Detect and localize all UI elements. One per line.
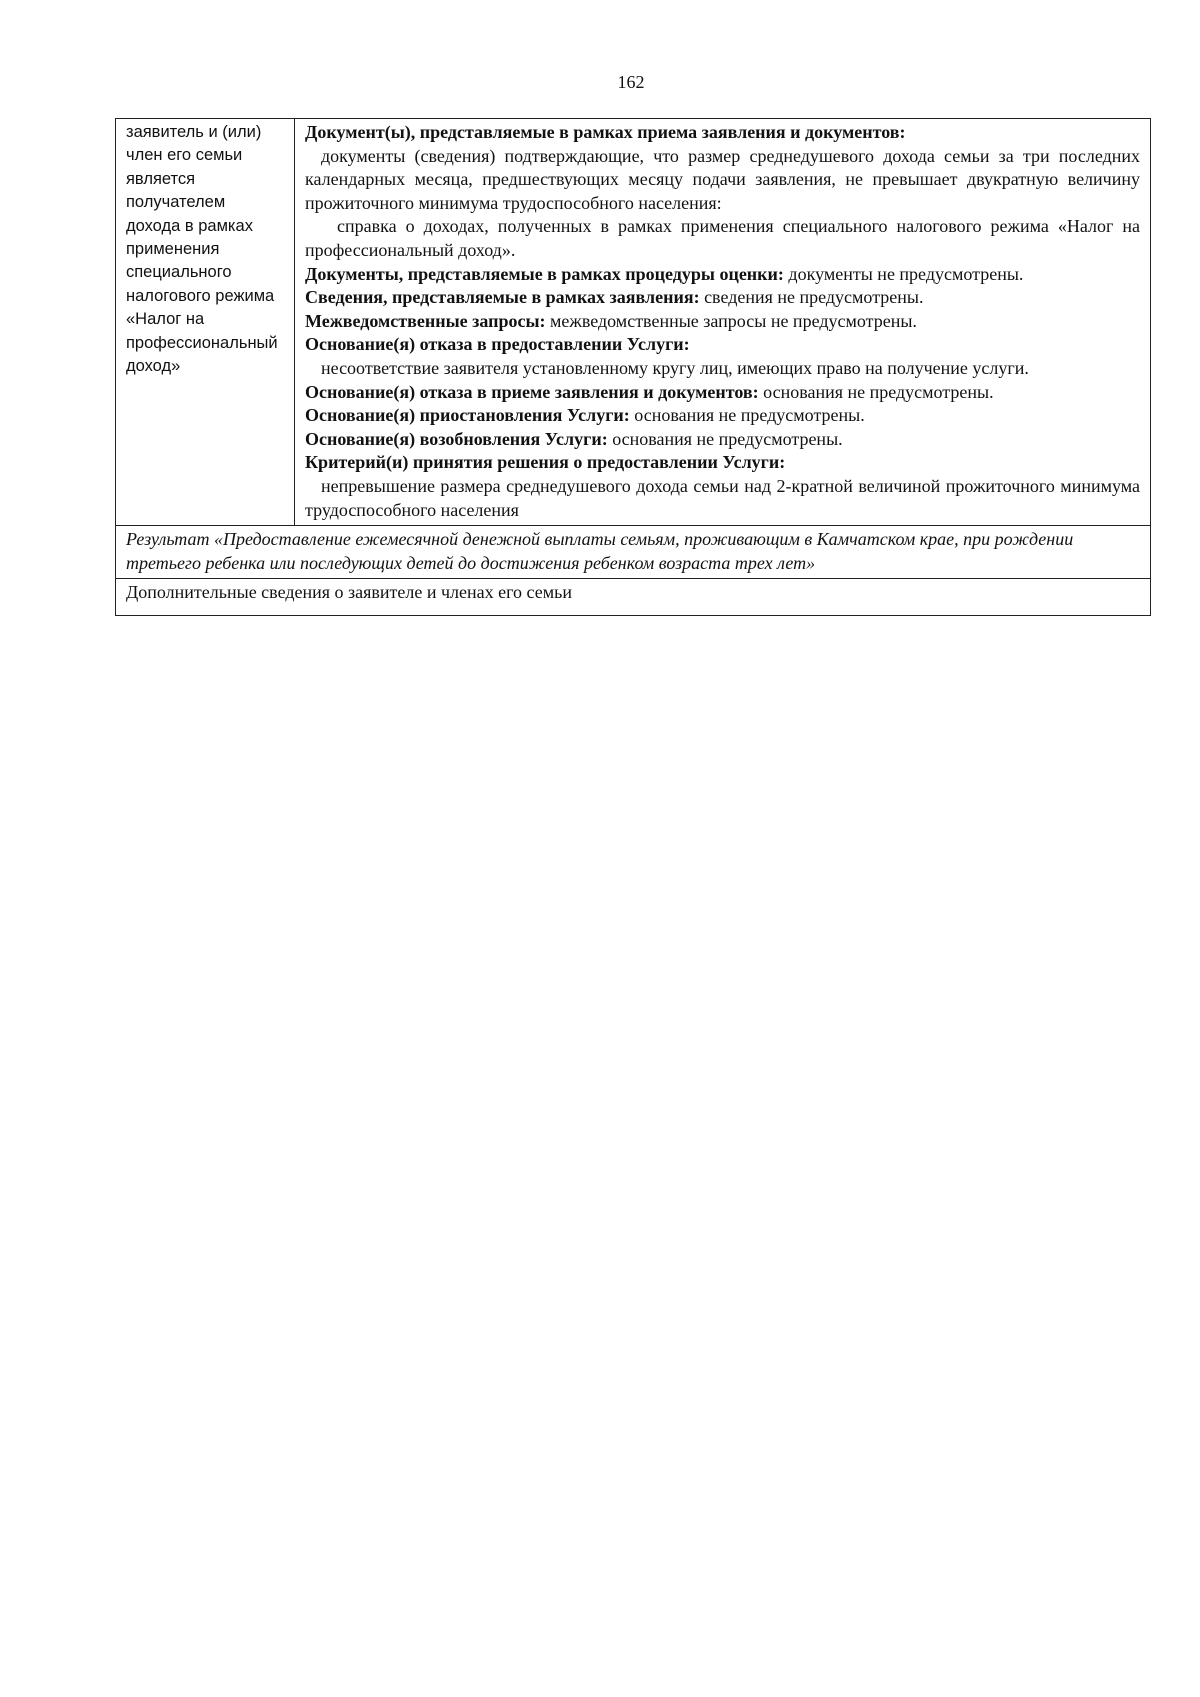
assessment-documents-line — [305, 263, 1140, 287]
refusal-acceptance-value: основания не предусмотрены. — [758, 381, 994, 402]
resumption-grounds-label: Основание(я) возобновления Услуги: — [305, 428, 608, 449]
table-row — [116, 579, 1151, 616]
suspension-grounds-line — [305, 404, 1140, 428]
additional-info-row: Дополнительные сведения о заявителе и членах его семьи — [116, 579, 1151, 616]
interagency-requests-label: Межведомственные запросы: — [305, 310, 546, 331]
refusal-grounds-paragraph: несоответствие заявителя установленному кругу лиц, имеющих право на получение услуги. — [321, 357, 1029, 378]
documents-heading: Документ(ы), представляемые в рамках приема заявления и документов: — [305, 122, 906, 142]
assessment-documents-label: Документы, представляемые в рамках процедуры оценки: — [305, 263, 784, 284]
suspension-grounds-label: Основание(я) приостановления Услуги: — [305, 405, 630, 426]
refusal-acceptance-line — [305, 381, 1140, 405]
page-number: 162 — [617, 72, 645, 92]
application-info-value: сведения не предусмотрены. — [699, 287, 924, 308]
table-row — [116, 526, 1151, 579]
suspension-grounds-value: основания не предусмотрены. — [629, 405, 865, 426]
application-info-line — [305, 286, 1140, 310]
decision-criteria-heading: Критерий(и) принятия решения о предоставлении Услуги: — [305, 452, 786, 473]
refusal-acceptance-label: Основание(я) отказа в приеме заявления и документов: — [305, 381, 759, 402]
service-details-cell — [295, 119, 1151, 526]
documents-paragraph: документы (сведения) подтверждающие, что размер среднедушевого дохода семьи за три последних календарных месяца, предшествующих месяцу подачи заявления, не превышает двукратную величину прожиточного минимума трудоспособного населения: — [305, 145, 1140, 213]
assessment-documents-value: документы не предусмотрены. — [783, 263, 1024, 284]
interagency-requests-line — [305, 310, 1140, 334]
application-info-label: Сведения, представляемые в рамках заявления: — [305, 287, 700, 308]
resumption-grounds-line — [305, 428, 1140, 452]
interagency-requests-value: межведомственные запросы не предусмотрены. — [545, 310, 917, 331]
decision-criteria-paragraph: непревышение размера среднедушевого дохода семьи над 2-кратной величиной прожиточного минимума трудоспособного населения — [305, 475, 1140, 520]
refusal-grounds-heading: Основание(я) отказа в предоставлении Услуги: — [305, 334, 690, 355]
resumption-grounds-value: основания не предусмотрены. — [607, 428, 843, 449]
result-row: Результат «Предоставление ежемесячной денежной выплаты семьям, проживающим в Камчатском крае, при рождении третьего ребенка или последующих детей до достижения ребенком возраста трех лет» — [116, 526, 1151, 579]
applicant-category-cell: заявитель и (или) член его семьи является получателем дохода в рамках применения специального налогового режима «Налог на профессиональный доход» — [116, 119, 295, 526]
table-row — [116, 119, 1151, 526]
service-criteria-table — [115, 118, 1151, 616]
income-certificate-paragraph: справка о доходах, полученных в рамках применения специального налогового режима «Налог на профессиональный доход». — [305, 216, 1140, 260]
